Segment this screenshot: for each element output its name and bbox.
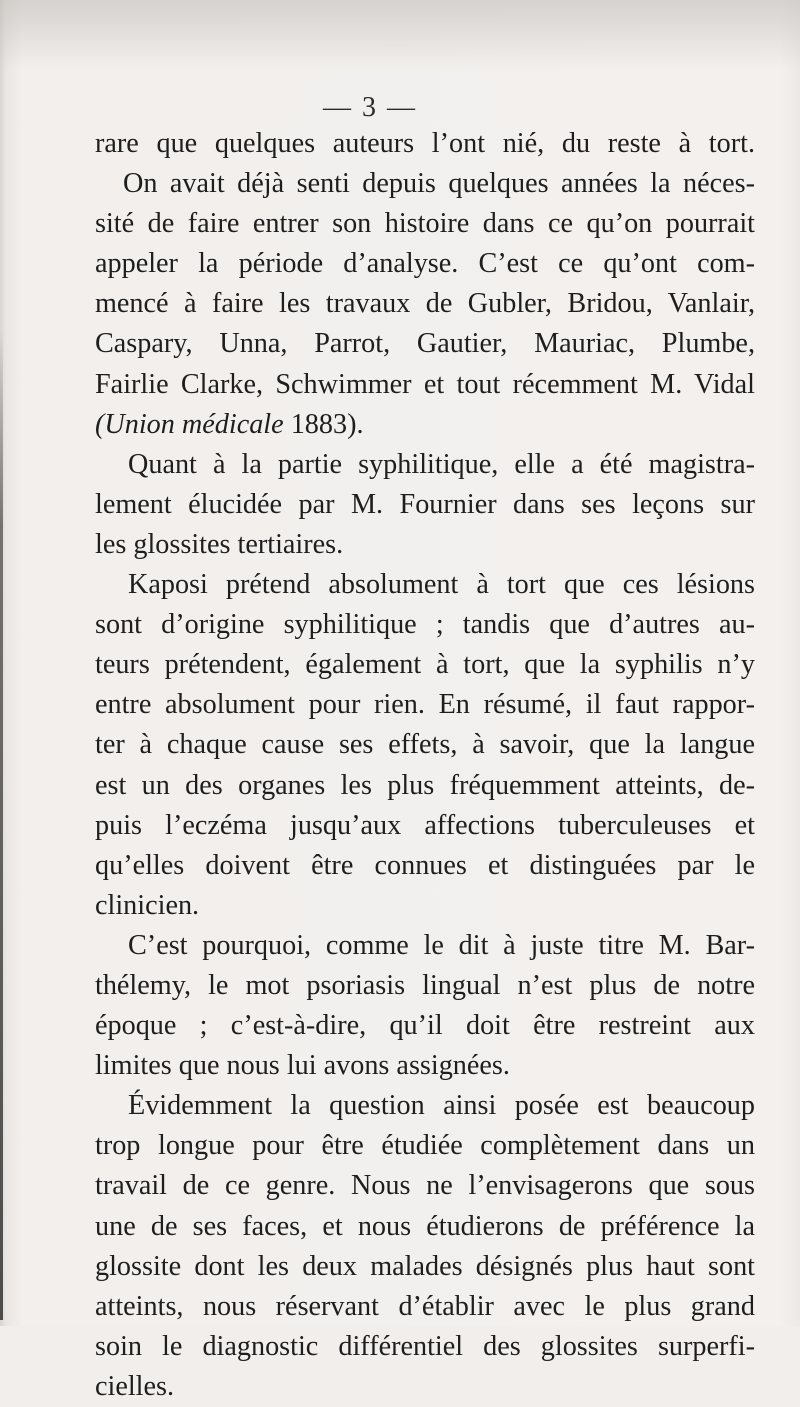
text-line: rare que quelques auteurs l’ont nié, du reste à tort. — [95, 128, 755, 159]
text-line: qu’elles doivent être connues et distinguées par le — [95, 849, 755, 881]
text-line: sont d’origine syphilitique ; tandis que d’autres au- — [95, 609, 755, 641]
text-line: On avait déjà senti depuis quelques années la néces- — [123, 168, 755, 200]
text-line: travail de ce genre. Nous ne l’envisagerons que sous — [95, 1170, 755, 1202]
text-line: Quant à la partie syphilitique, elle a été magistra- — [128, 448, 755, 480]
text-line: une de ses faces, et nous étudierons de préférence la — [95, 1210, 755, 1242]
text-line: Kaposi prétend absolument à tort que ces lésions — [128, 569, 755, 601]
text-line: glossite dont les deux malades désignés plus haut sont — [95, 1250, 755, 1282]
page-number: — 3 — — [323, 92, 417, 123]
text-line: appeler la période d’analyse. C’est ce qu’ont com- — [95, 248, 755, 280]
text-line: Fairlie Clarke, Schwimmer et tout récemment M. Vidal — [95, 368, 755, 400]
text-line: époque ; c’est-à-dire, qu’il doit être restreint aux — [95, 1010, 755, 1042]
text-line: Caspary, Unna, Parrot, Gautier, Mauriac, Plumbe, — [95, 328, 755, 360]
text-line: les glossites tertiaires. — [95, 528, 344, 560]
text-line: trop longue pour être étudiée complètement dans un — [95, 1130, 755, 1162]
text-line: teurs prétendent, également à tort, que la syphilis n’y — [95, 649, 755, 681]
italic-citation: (Union médicale — [95, 408, 284, 440]
text-line: est un des organes les plus fréquemment atteints, de- — [95, 769, 755, 801]
text-line: mencé à faire les travaux de Gubler, Bridou, Vanlair, — [95, 288, 755, 320]
page-top-shadow — [0, 0, 800, 70]
text-line: limites que nous lui avons assignées. — [95, 1050, 510, 1082]
citation-year: 1883). — [290, 408, 364, 440]
text-line: lement élucidée par M. Fournier dans ses leçons sur — [95, 488, 755, 520]
text-line: entre absolument pour rien. En résumé, il faut rappor- — [95, 689, 755, 721]
text-line: atteints, nous réservant d’établir avec le plus grand — [95, 1290, 755, 1322]
text-line: sité de faire entrer son histoire dans ce qu’on pourrait — [95, 208, 755, 240]
text-line: ter à chaque cause ses effets, à savoir, que la langue — [95, 729, 755, 761]
text-line: cielles. — [95, 1370, 175, 1402]
text-line: soin le diagnostic différentiel des glossites surperfi- — [95, 1330, 755, 1362]
text-line: puis l’eczéma jusqu’aux affections tuberculeuses et — [95, 809, 755, 841]
page-binding-edge — [0, 330, 3, 1320]
text-line-citation — [95, 405, 755, 445]
text-line: Évidemment la question ainsi posée est beaucoup — [128, 1090, 755, 1122]
body-text — [95, 124, 755, 1407]
text-line: thélemy, le mot psoriasis lingual n’est plus de notre — [95, 969, 755, 1001]
text-line: clinicien. — [95, 889, 200, 921]
text-line: C’est pourquoi, comme le dit à juste titre M. Bar- — [128, 929, 755, 961]
